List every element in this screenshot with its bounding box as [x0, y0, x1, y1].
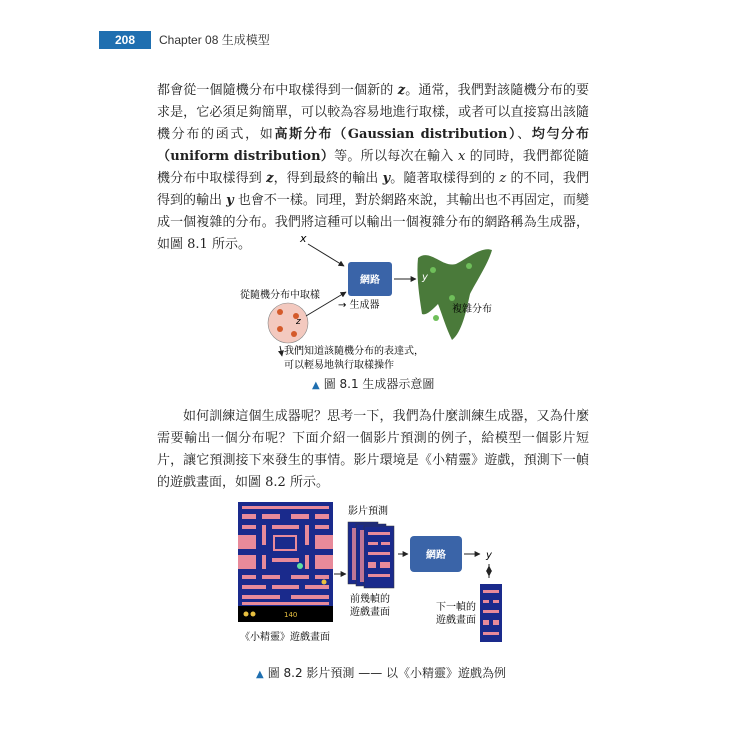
note-line-1: 我們知道該隨機分布的表達式，: [284, 346, 424, 357]
blob-dot: [430, 267, 436, 273]
text-span: 。通常，我們對該隨機分布的要求是，它必須足夠簡單，可以較為容易地進行取樣，或者可以直接寫出該隨機分布的函式，如: [157, 83, 589, 142]
prev-frames-line-2: 遊戲畫面: [350, 607, 390, 618]
term-uniform: 均勻分布: [531, 127, 589, 142]
text-span: 的同時，我們都從隨機分布中取樣得到: [157, 149, 590, 186]
figure-8-1-caption: [312, 375, 434, 392]
arrow-note: [280, 346, 282, 356]
text-span: 、: [517, 127, 532, 142]
figure-8-2-caption: [256, 664, 506, 681]
network-label-2: 網路: [426, 550, 446, 561]
score-text: 140: [284, 611, 298, 619]
paragraph-2: 如何訓練這個生成器呢？思考一下，我們為什麼訓練生成器，又為什麼需要輸出一個分布呢？下面介紹一個影片預測的例子，給模型一個影片短片，讓它預測接下來發生的事情。影片環境是《小精靈》遊戲，預測下一幀的遊戲畫面，如圖 8.2 所示。: [157, 409, 589, 490]
term-gaussian-en: （Gaussian distribution）: [333, 127, 518, 142]
complex-distribution-blob: [417, 249, 492, 340]
math-z: z: [266, 171, 274, 186]
sample-dot: [277, 309, 283, 315]
figure-8-1: [220, 228, 520, 378]
game-caption: 《小精靈》遊戲畫面: [240, 632, 330, 643]
x-label: x: [300, 232, 307, 245]
page-header: [0, 31, 750, 49]
caption-text: 圖 8.2 影片預測 —— 以《小精靈》遊戲為例: [267, 666, 507, 680]
y-label: y: [422, 272, 428, 283]
video-label: 影片預測: [348, 506, 388, 517]
sample-dot: [291, 331, 297, 337]
previous-frames-stack: [348, 522, 394, 588]
generator-label: → 生成器: [338, 300, 380, 311]
math-z: z: [499, 171, 507, 186]
figure-8-2: [236, 500, 526, 650]
math-z: z: [397, 83, 406, 98]
text-span: 等。所以每次在輸入: [334, 149, 459, 164]
math-y: y: [226, 193, 234, 208]
text-span: 都會從一個隨機分布中取樣得到一個新的: [157, 83, 398, 98]
z-label: z: [296, 317, 301, 327]
text-span: 也會不一樣。同理，對於網路來說，其輸出也不再固定，而變成一個複雜的分布。我們將這種可以輸出一個複雜分布的網路稱為生成器，如圖 8.1 所示。: [157, 193, 589, 252]
blob-dot: [466, 263, 472, 269]
network-label: 網路: [360, 275, 380, 286]
text-span: 的不同，我們得到的輸出: [157, 171, 589, 208]
next-frame-line-1: 下一幀的: [436, 602, 476, 613]
caption-triangle-icon: ▲: [256, 669, 264, 680]
page-number: 208: [99, 31, 151, 49]
term-uniform-en: （uniform distribution）: [157, 149, 335, 164]
blob-dot: [433, 315, 439, 321]
next-frame-line-2: 遊戲畫面: [436, 615, 476, 626]
y-label-2: y: [486, 550, 492, 561]
next-frame: [480, 584, 502, 642]
note-line-2: 可以輕易地執行取樣操作: [284, 360, 394, 371]
sample-label: 從隨機分布中取樣: [240, 290, 320, 301]
math-x: x: [458, 149, 466, 164]
caption-triangle-icon: ▲: [312, 380, 320, 391]
sample-dot: [277, 326, 283, 332]
chapter-title: Chapter 08 生成模型: [159, 33, 270, 47]
complex-label: 複雜分布: [452, 304, 492, 315]
pacman-game-screen: [238, 502, 333, 622]
math-y: y: [382, 171, 391, 186]
text-span: 。隨著取樣得到的: [390, 171, 500, 186]
prev-frames-line-1: 前幾幀的: [350, 594, 390, 605]
blob-dot: [449, 295, 455, 301]
caption-text: 圖 8.1 生成器示意圖: [323, 377, 435, 391]
arrow-x: [308, 244, 344, 266]
text-span: ，得到最終的輸出: [273, 171, 383, 186]
term-gaussian: 高斯分布: [274, 127, 334, 142]
sample-circle: [268, 303, 308, 343]
